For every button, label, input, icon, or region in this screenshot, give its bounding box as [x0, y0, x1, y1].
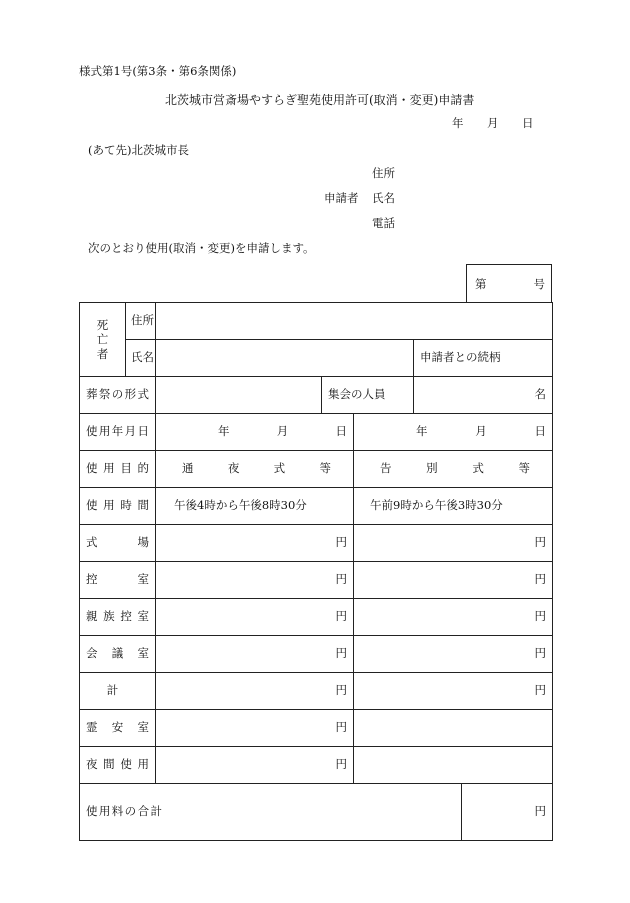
- page-title: 北茨城市営斎場やすらぎ聖苑使用許可(取消・変更)申請書: [165, 93, 475, 107]
- fee-row: [80, 747, 553, 784]
- number-suffix: 号: [533, 277, 545, 291]
- fee-row: [80, 525, 553, 562]
- year-label: 年: [218, 424, 230, 439]
- deceased-label-cell: [80, 303, 126, 377]
- deceased-label: 死 亡 者: [96, 317, 109, 361]
- applicant-phone-label: 電話: [372, 216, 395, 230]
- funeral-type-field[interactable]: [156, 377, 322, 414]
- fee-amount-a[interactable]: 円: [156, 673, 354, 710]
- funeral-type-label: [80, 377, 156, 414]
- fee-amount-b[interactable]: 円: [354, 525, 553, 562]
- funeral-type-text: 葬 祭 の 形 式: [86, 387, 149, 402]
- year-label: 年: [416, 424, 428, 439]
- table-row: [80, 303, 553, 340]
- total-field[interactable]: 円: [462, 784, 553, 841]
- total-label: 使 用 料 の 合 計: [80, 784, 462, 841]
- form-reference: 様式第1号(第3条・第6条関係): [79, 64, 237, 78]
- fee-row-label: 計: [80, 673, 156, 710]
- time-slot-b[interactable]: 午前9時から午後3時30分: [354, 488, 553, 525]
- fee-row-label: 会 議 室: [80, 636, 156, 673]
- fee-amount-a[interactable]: 円: [156, 636, 354, 673]
- date-day: 日: [522, 116, 534, 130]
- intro-text: 次のとおり使用(取消・変更)を申請します。: [88, 241, 315, 255]
- fee-row: [80, 673, 553, 710]
- table-row: [80, 414, 553, 451]
- fee-amount-a[interactable]: 円: [156, 747, 354, 784]
- time-slot-a[interactable]: 午後4時から午後8時30分: [156, 488, 354, 525]
- application-number-box: [466, 264, 552, 303]
- use-date-field-b[interactable]: [354, 414, 553, 451]
- attendees-field[interactable]: 名: [414, 377, 553, 414]
- applicant-address-label: 住所: [372, 166, 395, 180]
- date-month: 月: [487, 116, 499, 130]
- fee-amount-b[interactable]: 円: [354, 636, 553, 673]
- month-label: 月: [475, 424, 487, 439]
- fee-amount-b[interactable]: 円: [354, 599, 553, 636]
- use-time-label: 使 用 時 間: [80, 488, 156, 525]
- purpose-a[interactable]: 通 夜 式 等: [156, 451, 354, 488]
- table-row: [80, 340, 553, 377]
- date-year: 年: [452, 116, 464, 130]
- fee-row-label: 式 場: [80, 525, 156, 562]
- fee-amount-b[interactable]: 円: [354, 562, 553, 599]
- fee-row-label: 夜 間 使 用: [80, 747, 156, 784]
- relation-label: 申請者との続柄: [414, 340, 553, 377]
- fee-amount-a[interactable]: 円: [156, 599, 354, 636]
- use-date-label: 使 用 年 月 日: [80, 414, 156, 451]
- use-date-field-a[interactable]: [156, 414, 354, 451]
- table-row: [80, 451, 553, 488]
- fee-row: [80, 599, 553, 636]
- fee-rows: [80, 525, 553, 784]
- fee-row-label: 親 族 控 室: [80, 599, 156, 636]
- fee-amount-b[interactable]: [354, 747, 553, 784]
- fee-row-label: 控 室: [80, 562, 156, 599]
- purpose-label: 使 用 目 的: [80, 451, 156, 488]
- attendees-label: 集会の人員: [322, 377, 414, 414]
- addressee: (あて先)北茨城市長: [88, 143, 189, 157]
- fee-row: [80, 562, 553, 599]
- fee-amount-a[interactable]: 円: [156, 562, 354, 599]
- fee-amount-b[interactable]: 円: [354, 673, 553, 710]
- fee-amount-a[interactable]: 円: [156, 525, 354, 562]
- fee-row: [80, 710, 553, 747]
- purpose-b[interactable]: 告 別 式 等: [354, 451, 553, 488]
- deceased-name-field[interactable]: [156, 340, 414, 377]
- deceased-address-label: 住所: [126, 303, 156, 340]
- table-row: [80, 488, 553, 525]
- fee-amount-b[interactable]: [354, 710, 553, 747]
- fee-row-label: 霊 安 室: [80, 710, 156, 747]
- day-label: 日: [335, 424, 347, 439]
- day-label: 日: [534, 424, 547, 439]
- month-label: 月: [276, 424, 289, 439]
- fee-row: [80, 636, 553, 673]
- deceased-name-label: 氏名: [126, 340, 156, 377]
- deceased-address-field[interactable]: [156, 303, 553, 340]
- table-row: [80, 377, 553, 414]
- table-row: [80, 784, 553, 841]
- applicant-label: 申請者: [324, 191, 359, 205]
- application-table: [79, 302, 553, 841]
- number-prefix: 第: [475, 277, 487, 291]
- fee-amount-a[interactable]: 円: [156, 710, 354, 747]
- applicant-name-label: 氏名: [372, 191, 395, 205]
